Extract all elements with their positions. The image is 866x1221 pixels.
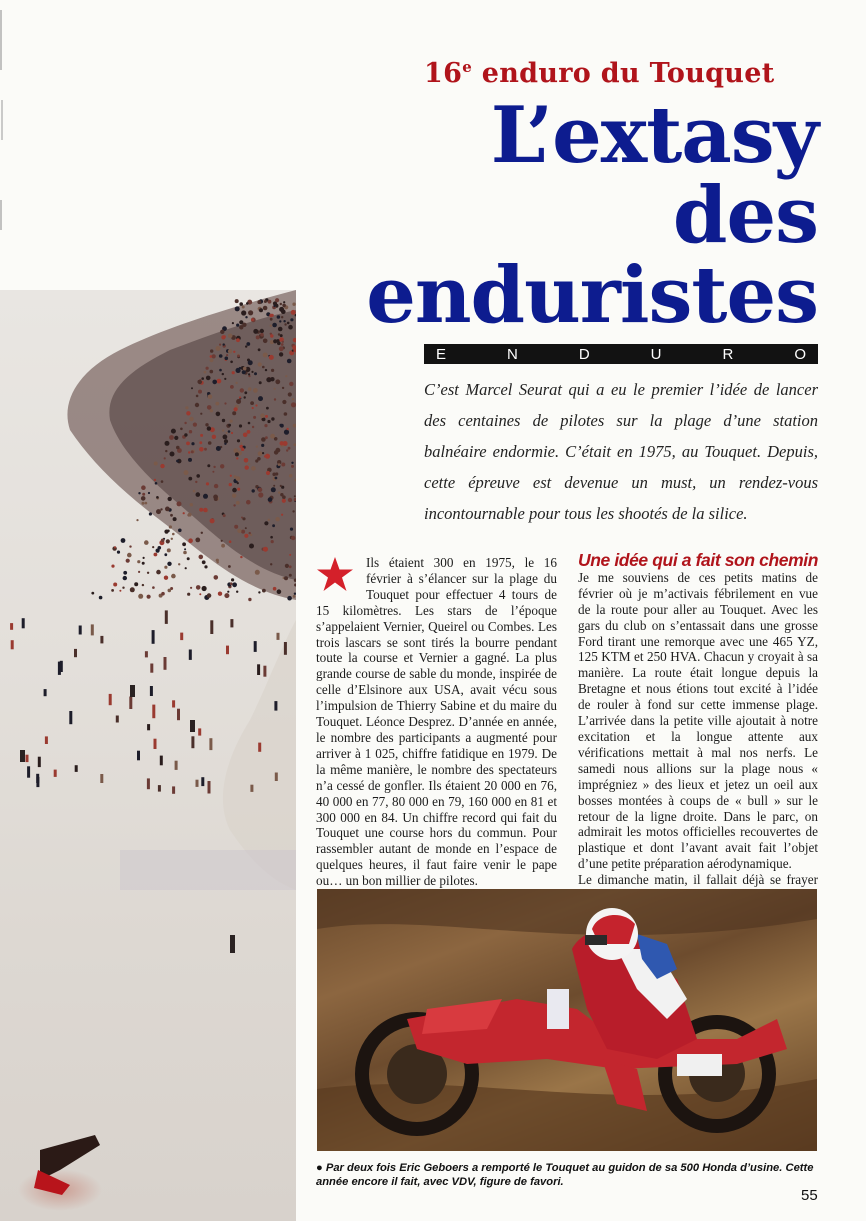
star-spacer [316, 555, 366, 601]
beach-crowd-photo [0, 290, 296, 1221]
rubric-letter: N [507, 345, 518, 363]
rubric-letter: R [722, 345, 734, 363]
page-edge-marks [0, 0, 4, 290]
rubric-letter: O [794, 345, 806, 363]
body-column-1 [316, 555, 557, 889]
article-intro: C’est Marcel Seurat qui a eu le premier l’idée de lancer des centaines de pilotes sur la plage d’une station balnéaire endormie. C’était en 1975, au Touquet. Depuis, cette épreuve est devenue un must, un rendez-vous incontournable pour tous les shootés de la silice. [424, 380, 818, 523]
article-headline [366, 90, 818, 341]
section-rubric-bar [424, 344, 818, 364]
body-text-col2: Je me souviens de ces petits matins de février où je m’activais fébrilement en vue de la route pour aller au Touquet. Avec les gars du club on s’entassait dans une grosse Ford tirant une remorque avec une 465 YZ, 125 KTM et 250 HVA. Chacun y croyait à sa manière. La route était longue depuis la Bretagne et nous étions tout excité à l’idée de rouler à fond sur cette immense plage. L’arrivée dans la petite ville ajoutait à notre excitation et la longue attente aux vérifications mettait à mal nos nerfs. Le samedi nous allions sur la plage nous « imprégniez » des lieux et jetez un oeil aux bosses montées à coups de « bull » sur le retour de la ligne droite. Dans le parc, on admirait les motos officielles recouvertes de plastique et dont l’avant avait fait l’objet d’une petite préparation aérodynamique. [578, 569, 818, 872]
rubric-letter: U [650, 345, 662, 363]
body-column-2 [578, 550, 818, 904]
page-number: 55 [801, 1187, 818, 1204]
rubric-letter: E [436, 345, 447, 363]
body-text-col1: Ils étaient 300 en 1975, le 16 février à s’élancer sur la plage du Touquet pour effectuer 4 tours de 15 kilomètres. Les stars de l’époque s’appelaient Vernier, Queirel ou Combes. Les trois lascars se sont tirés la bourre pendant toute la course et Vernier a gagné. La plus grande course de sable du monde, inspirée de celle d’Elsinore aux USA, avait vécu sous l’impulsion de Thierry Sabine et du maire du Touquet. Léonce Desprez. D’année en année, le nombre des participants a augmenté pour arriver à 1 025, chiffre fatidique en 1979. De la même manière, le nombre des spectateurs n’a cessé de gonfler. Ils étaient 20 000 en 76, 40 000 en 77, 80 000 en 79, 160 000 en 81 et 300 000 en 84. Un chiffre record qui fait du Touquet une course hors du commun. Pour rassembler autant de monde en l’espace de quelques heures, il faut faire venir le pape ou… un bon millier de pilotes. [316, 555, 557, 889]
section-lead-heading: Une idée qui a fait son chemin [578, 550, 818, 570]
headline-line-2: des [672, 170, 818, 261]
body-text-col2-p2: Le dimanche matin, il fallait déjà se frayer [578, 872, 818, 888]
article-kicker: 16e enduro du Touquet [424, 58, 775, 89]
rubric-letter: D [578, 345, 590, 363]
headline-line-3: enduristes [366, 250, 818, 341]
headline-line-1: L’extasy [490, 90, 818, 181]
motocross-rider-photo [317, 889, 817, 1151]
photo-caption: ● Par deux fois Eric Geboers a remporté le Touquet au guidon de sa 500 Honda d’usine. Cette année encore il fait, avec VDV, figure de favori. [316, 1162, 814, 1188]
